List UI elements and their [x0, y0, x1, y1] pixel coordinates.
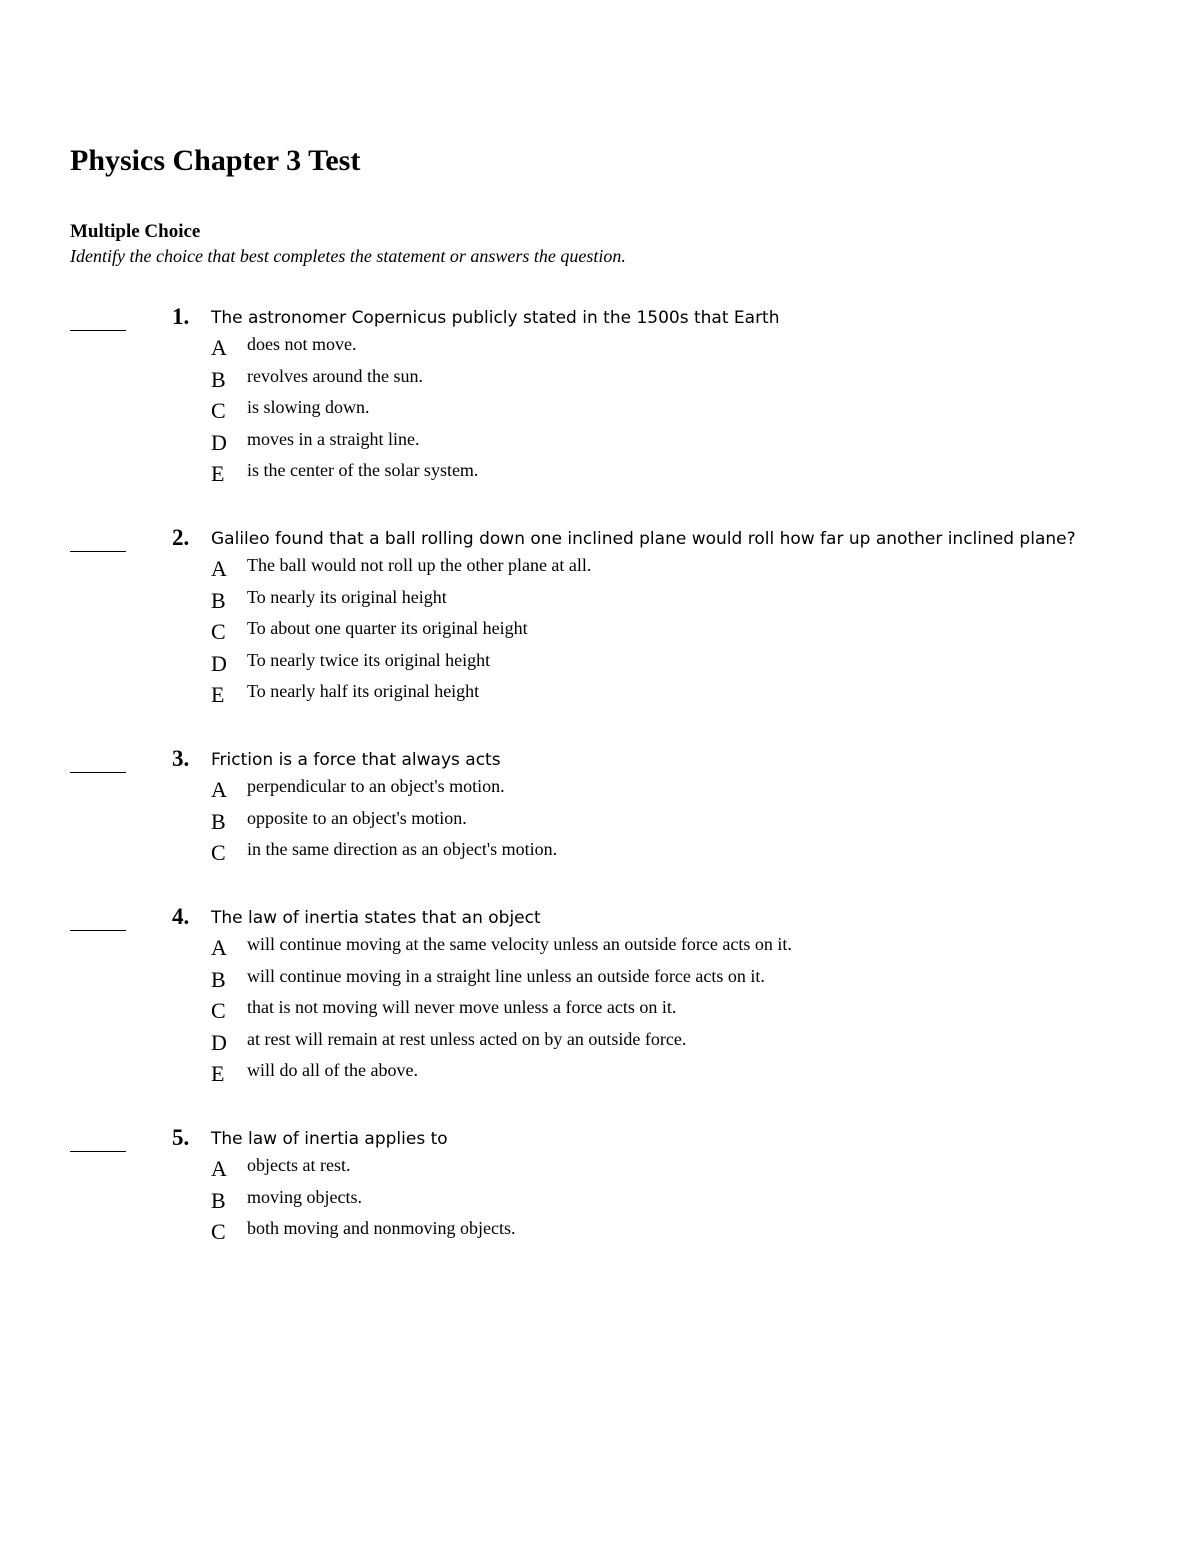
question-number: 5. — [172, 1125, 190, 1150]
question-number: 4. — [172, 904, 190, 929]
choice-text: is slowing down. — [247, 397, 370, 417]
choice-text: is the center of the solar system. — [247, 460, 479, 480]
question-number: 1. — [172, 304, 190, 329]
choice-text: To nearly twice its original height — [247, 649, 491, 670]
choice-letter: B — [211, 808, 226, 834]
choice-text: The ball would not roll up the other plane at all. — [247, 555, 592, 575]
choice-text: moving objects. — [247, 1186, 362, 1207]
choice-text: will continue moving at the same velocity unless an outside force acts on it. — [247, 934, 792, 954]
question-stem: The astronomer Copernicus publicly stated in the 1500s that Earth — [211, 308, 780, 328]
question-stem: The law of inertia applies to — [211, 1129, 448, 1149]
choice-letter: A — [211, 556, 227, 581]
choice-c — [0, 994, 1200, 1025]
choice-text: in the same direction as an object's motion. — [247, 839, 558, 859]
choice-b — [0, 363, 1200, 394]
choice-letter: C — [211, 1219, 226, 1244]
choice-text: opposite to an object's motion. — [247, 807, 467, 828]
choice-a — [0, 773, 1200, 804]
section-heading: Multiple Choice — [70, 221, 201, 242]
page-title: Physics Chapter 3 Test — [70, 144, 361, 177]
choice-a — [0, 331, 1200, 362]
choice-b — [0, 805, 1200, 836]
choice-letter: E — [211, 682, 225, 707]
choice-letter: B — [211, 366, 226, 392]
choice-letter: E — [211, 1061, 225, 1086]
choice-letter: D — [211, 429, 227, 455]
choice-text: does not move. — [247, 334, 357, 354]
choice-e — [0, 678, 1200, 709]
question-stem: Friction is a force that always acts — [211, 750, 501, 770]
choice-text: will do all of the above. — [247, 1060, 418, 1080]
choice-letter: A — [211, 335, 227, 360]
choice-letter: C — [211, 619, 226, 644]
choice-text: To nearly its original height — [247, 586, 447, 607]
choice-letter: D — [211, 1029, 227, 1055]
choice-letter: B — [211, 966, 226, 992]
choice-b — [0, 963, 1200, 994]
question-number: 3. — [172, 746, 190, 771]
choice-letter: A — [211, 1156, 227, 1181]
choice-a — [0, 931, 1200, 962]
choice-text: that is not moving will never move unless a force acts on it. — [247, 997, 677, 1017]
choice-text: moves in a straight line. — [247, 428, 420, 449]
choice-letter: D — [211, 650, 227, 676]
choice-c — [0, 615, 1200, 646]
choice-text: objects at rest. — [247, 1155, 351, 1175]
choice-b — [0, 1184, 1200, 1215]
choice-b — [0, 584, 1200, 615]
question-number: 2. — [172, 525, 190, 550]
choice-c — [0, 836, 1200, 867]
choice-letter: A — [211, 777, 227, 802]
choice-text: To nearly half its original height — [247, 681, 480, 701]
choice-a — [0, 552, 1200, 583]
choice-e — [0, 457, 1200, 488]
choice-text: will continue moving in a straight line unless an outside force acts on it. — [247, 965, 765, 986]
choice-d — [0, 647, 1200, 678]
choice-c — [0, 394, 1200, 425]
choice-letter: C — [211, 398, 226, 423]
choice-letter: B — [211, 587, 226, 613]
choice-letter: B — [211, 1187, 226, 1213]
choice-e — [0, 1057, 1200, 1088]
choice-letter: A — [211, 935, 227, 960]
choice-letter: E — [211, 461, 225, 486]
choice-d — [0, 1026, 1200, 1057]
choice-c — [0, 1215, 1200, 1246]
choice-text: To about one quarter its original height — [247, 618, 528, 638]
choice-text: both moving and nonmoving objects. — [247, 1218, 516, 1238]
choice-text: at rest will remain at rest unless acted on by an outside force. — [247, 1028, 687, 1049]
choice-d — [0, 426, 1200, 457]
section-instructions: Identify the choice that best completes the statement or answers the question. — [70, 246, 626, 266]
choice-text: perpendicular to an object's motion. — [247, 776, 505, 796]
choice-letter: C — [211, 998, 226, 1023]
choice-text: revolves around the sun. — [247, 365, 423, 386]
question-stem: Galileo found that a ball rolling down one inclined plane would roll how far up another inclined plane? — [211, 529, 1076, 549]
question-stem: The law of inertia states that an object — [211, 908, 541, 928]
choice-a — [0, 1152, 1200, 1183]
choice-letter: C — [211, 840, 226, 865]
